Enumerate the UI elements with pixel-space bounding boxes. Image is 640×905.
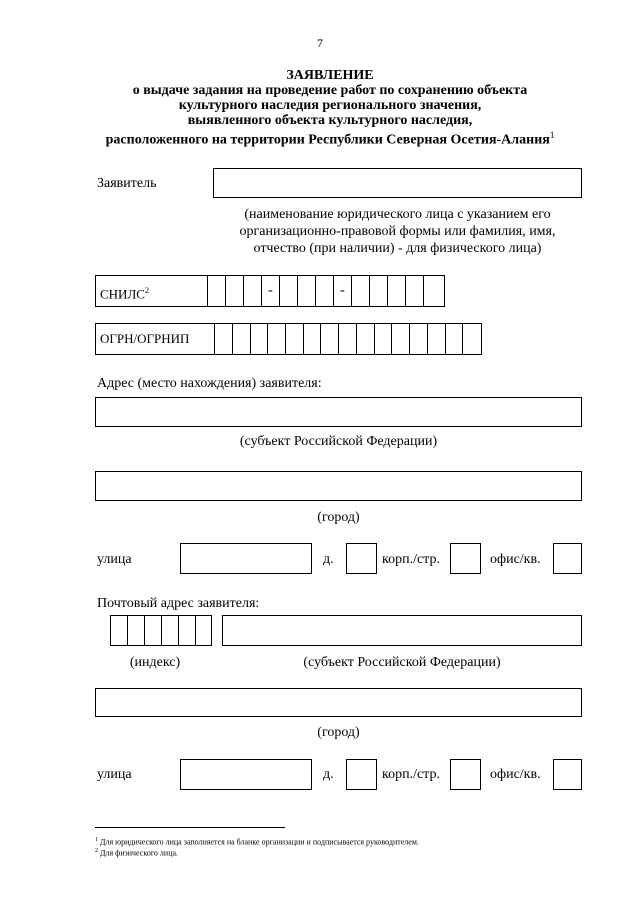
address-street-field[interactable] bbox=[180, 543, 312, 574]
snils-digit-cell[interactable] bbox=[298, 276, 316, 306]
postal-index-digit-cell[interactable] bbox=[196, 616, 211, 645]
postal-subject-caption: (субъект Российской Федерации) bbox=[303, 655, 501, 670]
page-number: 7 bbox=[317, 36, 323, 50]
ogrn-digit-cell[interactable] bbox=[321, 324, 339, 354]
footnote-ref-1: 1 bbox=[549, 130, 555, 140]
postal-index-caption: (индекс) bbox=[129, 655, 181, 670]
postal-street-label: улица bbox=[97, 767, 132, 782]
footnote-ref-2: 2 bbox=[144, 286, 149, 295]
snils-label-text: СНИЛС bbox=[100, 286, 145, 302]
snils-digit-cell[interactable] bbox=[316, 276, 334, 306]
snils-digit-cell[interactable] bbox=[280, 276, 298, 306]
postal-index-digit-cell[interactable] bbox=[111, 616, 128, 645]
snils-digit-cell[interactable] bbox=[388, 276, 406, 306]
ogrn-digit-cell[interactable] bbox=[286, 324, 304, 354]
address-subject-caption: (субъект Российской Федерации) bbox=[239, 434, 438, 449]
ogrn-digit-cell[interactable] bbox=[268, 324, 286, 354]
ogrn-field[interactable] bbox=[95, 323, 482, 355]
ogrn-digit-cell[interactable] bbox=[357, 324, 375, 354]
footnote-1-text: Для юридического лица заполняется на бланке организации и подписывается руководителем. bbox=[100, 837, 419, 847]
ogrn-digit-cell[interactable] bbox=[233, 324, 251, 354]
postal-index-digit-cell[interactable] bbox=[128, 616, 145, 645]
title-line-5 bbox=[60, 128, 600, 148]
title-line-5-text: расположенного на территории Республики Северная Осетия-Алания bbox=[105, 132, 550, 148]
address-building-label: корп./стр. bbox=[382, 552, 440, 567]
address-subject-field[interactable] bbox=[95, 397, 582, 427]
address-street-label: улица bbox=[97, 552, 132, 567]
snils-digit-cell[interactable] bbox=[424, 276, 442, 306]
snils-separator: - bbox=[262, 276, 280, 306]
footnote-divider bbox=[95, 827, 285, 828]
snils-digit-cell[interactable] bbox=[406, 276, 424, 306]
snils-digit-cell[interactable] bbox=[352, 276, 370, 306]
footnote-2-number: 2 bbox=[95, 848, 98, 854]
snils-digit-cell[interactable] bbox=[244, 276, 262, 306]
footnote-1 bbox=[95, 837, 419, 847]
applicant-caption-line-3: отчество (при наличии) - для физического лица) bbox=[253, 241, 542, 256]
ogrn-digit-cell[interactable] bbox=[215, 324, 233, 354]
applicant-label: Заявитель bbox=[97, 176, 157, 191]
applicant-caption-line-1: (наименование юридического лица с указанием его bbox=[244, 207, 551, 222]
footnote-2 bbox=[95, 848, 178, 858]
address-city-caption: (город) bbox=[317, 510, 360, 525]
ogrn-digit-cell[interactable] bbox=[375, 324, 393, 354]
address-office-label: офис/кв. bbox=[490, 552, 541, 567]
title-line-4: выявленного объекта культурного наследия, bbox=[187, 113, 473, 128]
address-office-field[interactable] bbox=[553, 543, 582, 574]
address-house-field[interactable] bbox=[346, 543, 377, 574]
postal-city-caption: (город) bbox=[317, 725, 360, 740]
postal-house-field[interactable] bbox=[346, 759, 377, 790]
postal-office-field[interactable] bbox=[553, 759, 582, 790]
applicant-caption-line-2: организационно-правовой формы или фамилия, имя, bbox=[239, 224, 556, 239]
ogrn-digit-cell[interactable] bbox=[410, 324, 428, 354]
address-building-field[interactable] bbox=[450, 543, 481, 574]
snils-separator: - bbox=[334, 276, 352, 306]
applicant-caption bbox=[213, 206, 582, 257]
ogrn-label: ОГРН/ОГРНИП bbox=[96, 324, 215, 354]
title-heading: ЗАЯВЛЕНИЕ bbox=[286, 68, 374, 83]
postal-index-digit-cell[interactable] bbox=[162, 616, 179, 645]
ogrn-digit-cell[interactable] bbox=[304, 324, 322, 354]
ogrn-digit-cell[interactable] bbox=[463, 324, 481, 354]
address-house-label: д. bbox=[323, 552, 334, 567]
address-heading: Адрес (место нахождения) заявителя: bbox=[97, 376, 322, 391]
title-line-2: о выдаче задания на проведение работ по сохранению объекта bbox=[132, 83, 528, 98]
address-city-field[interactable] bbox=[95, 471, 582, 501]
postal-heading: Почтовый адрес заявителя: bbox=[97, 596, 260, 611]
ogrn-digit-cell[interactable] bbox=[428, 324, 446, 354]
document-title bbox=[60, 68, 600, 148]
applicant-field[interactable] bbox=[213, 168, 582, 198]
postal-city-field[interactable] bbox=[95, 688, 582, 717]
ogrn-digit-cell[interactable] bbox=[446, 324, 464, 354]
title-line-3: культурного наследия регионального значения, bbox=[178, 98, 482, 113]
snils-label bbox=[96, 276, 208, 306]
snils-field[interactable] bbox=[95, 275, 445, 307]
postal-index-field[interactable] bbox=[110, 615, 212, 646]
postal-subject-field[interactable] bbox=[222, 615, 582, 646]
ogrn-digit-cell[interactable] bbox=[251, 324, 269, 354]
postal-index-digit-cell[interactable] bbox=[179, 616, 196, 645]
postal-office-label: офис/кв. bbox=[490, 767, 541, 782]
postal-index-digit-cell[interactable] bbox=[145, 616, 162, 645]
postal-house-label: д. bbox=[323, 767, 334, 782]
postal-building-label: корп./стр. bbox=[382, 767, 440, 782]
ogrn-digit-cell[interactable] bbox=[392, 324, 410, 354]
footnote-1-number: 1 bbox=[95, 837, 98, 843]
postal-building-field[interactable] bbox=[450, 759, 481, 790]
ogrn-digit-cell[interactable] bbox=[339, 324, 357, 354]
snils-digit-cell[interactable] bbox=[370, 276, 388, 306]
snils-digit-cell[interactable] bbox=[208, 276, 226, 306]
postal-street-field[interactable] bbox=[180, 759, 312, 790]
snils-digit-cell[interactable] bbox=[226, 276, 244, 306]
footnote-2-text: Для физического лица. bbox=[100, 848, 179, 858]
